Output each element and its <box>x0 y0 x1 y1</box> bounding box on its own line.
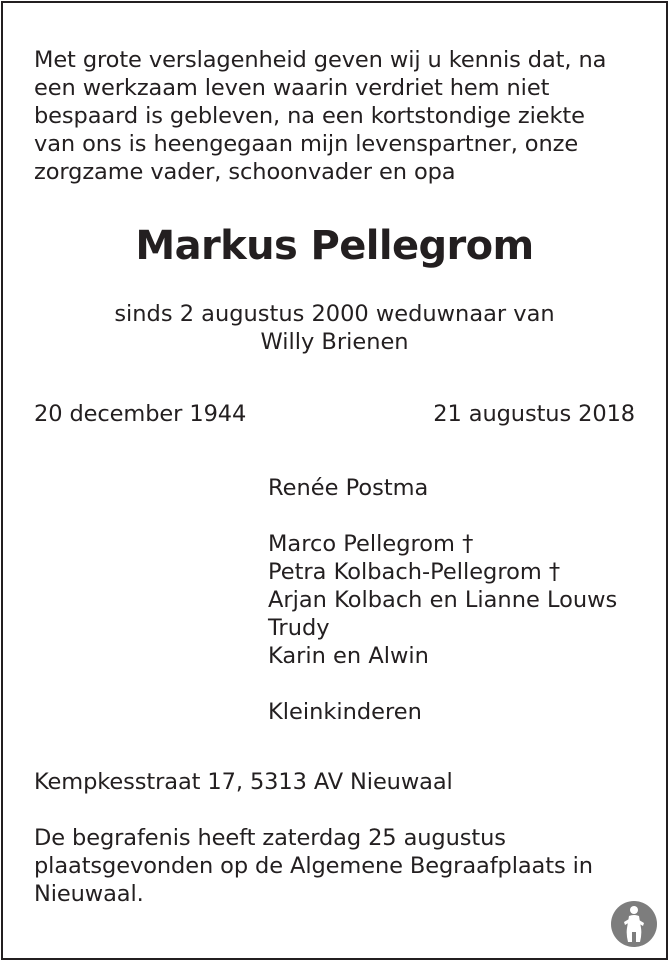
intro-text <box>34 46 606 186</box>
child-name: Trudy <box>268 615 330 641</box>
funeral-line: Nieuwaal. <box>34 881 144 907</box>
family-list <box>268 474 617 726</box>
intro-line: van ons is heengegaan mijn levenspartner, onze <box>34 131 579 157</box>
widow-line: sinds 2 augustus 2000 weduwnaar van <box>114 301 555 327</box>
widow-text <box>0 300 669 356</box>
birth-date: 20 december 1944 <box>34 401 247 427</box>
widow-line: Willy Brienen <box>260 329 409 355</box>
child-name: Petra Kolbach-Pellegrom † <box>268 559 561 585</box>
funeral-line: De begrafenis heeft zaterdag 25 augustus <box>34 825 506 851</box>
death-date: 21 augustus 2018 <box>433 401 635 427</box>
intro-line: zorgzame vader, schoonvader en opa <box>34 159 456 185</box>
funeral-text <box>34 824 593 908</box>
child-name: Marco Pellegrom † <box>268 531 474 557</box>
grandchildren-label: Kleinkinderen <box>268 699 422 725</box>
address: Kempkesstraat 17, 5313 AV Nieuwaal <box>34 769 453 795</box>
spacer <box>268 502 617 530</box>
intro-line: bespaard is gebleven, na een kortstondige ziekte <box>34 103 585 129</box>
funeral-line: plaatsgevonden op de Algemene Begraafplaats in <box>34 853 593 879</box>
child-name: Arjan Kolbach en Lianne Louws <box>268 587 618 613</box>
spacer <box>268 670 617 698</box>
partner-name: Renée Postma <box>268 475 429 501</box>
child-name: Karin en Alwin <box>268 643 429 669</box>
intro-line: Met grote verslagenheid geven wij u kennis dat, na <box>34 47 607 73</box>
deceased-name: Markus Pellegrom <box>135 223 534 269</box>
mourning-figure-logo-icon <box>610 900 658 948</box>
intro-line: een werkzaam leven waarin verdriet hem niet <box>34 75 550 101</box>
